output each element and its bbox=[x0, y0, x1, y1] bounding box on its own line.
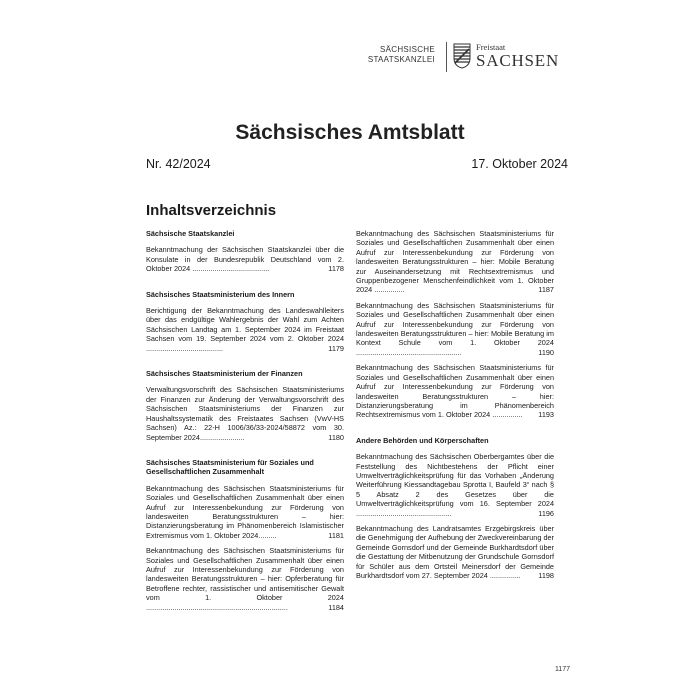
entry-text: Bekanntmachung des Landratsamtes Erzgebirgskreis über die Genehmigung der Aufhebung der Zweckvereinbarung der Gemeinde Gornsdorf und der Gemeinde Burkhardtsdorf über die Gestattung der Mitbenutzung der Grundschule Gornsdorf für Schüler aus dem Ortsteil Meinersdorf der Gemeinde Burkhardtsdorf vom 27. September 2024 ............... bbox=[356, 523, 554, 580]
toc-entry[interactable] bbox=[146, 484, 344, 540]
toc-entry[interactable] bbox=[356, 301, 554, 357]
entry-page: 1178 bbox=[328, 264, 344, 274]
entry-page: 1179 bbox=[328, 343, 344, 353]
entry-page: 1190 bbox=[538, 347, 554, 357]
toc-heading: Inhaltsverzeichnis bbox=[146, 202, 277, 219]
freistaat-label: Freistaat bbox=[476, 42, 506, 52]
toc-section bbox=[356, 436, 554, 581]
entry-page: 1196 bbox=[538, 508, 554, 518]
entry-page: 1180 bbox=[328, 432, 344, 442]
logo-divider bbox=[446, 42, 447, 72]
toc-right-column bbox=[356, 229, 554, 586]
section-title: Sächsisches Staatsministerium der Finanzen bbox=[146, 369, 303, 379]
entry-page: 1181 bbox=[328, 530, 344, 540]
entry-page: 1193 bbox=[538, 410, 554, 420]
issue-date: 17. Oktober 2024 bbox=[471, 157, 568, 171]
page-number: 1177 bbox=[554, 666, 570, 673]
entry-page: 1187 bbox=[538, 285, 554, 295]
entry-text: Bekanntmachung des Sächsischen Staatsministeriums für Soziales und Gesellschaftlichen Zusammenhalt über einen Aufruf zur Interessenbekundung zur Förderung von landesweiten Beratungsstrukturen – hier: Distanzierungsberatung im Phänomenbereich Islamistischer Extremismus vom 1. Oktober 2024......... bbox=[146, 483, 344, 540]
sachsen-label: SACHSEN bbox=[476, 51, 560, 70]
toc-entry[interactable] bbox=[356, 229, 554, 295]
toc-entry[interactable] bbox=[356, 524, 554, 580]
toc-entry[interactable] bbox=[356, 452, 554, 518]
entry-text: Bekanntmachung des Sächsischen Oberbergamtes über die Feststellung des Nichtbestehens der Pflicht einer Umweltverträglichkeitsprüfung für das Vorhaben „Änderung Weiterführung Kiessandtagebau Sprotta I, Baufeld 3“ nach § 5 Absatz 2 des Gesetzes über die Umweltverträglichkeitsprüfung vom 16. September 2024 ............................................... bbox=[356, 452, 554, 518]
toc-entry[interactable] bbox=[146, 245, 344, 273]
toc-entry[interactable] bbox=[146, 306, 344, 353]
toc-entry[interactable] bbox=[146, 546, 344, 612]
toc-entry[interactable] bbox=[146, 385, 344, 441]
section-title: Sächsische Staatskanzlei bbox=[146, 229, 235, 238]
entry-text: Bekanntmachung des Sächsischen Staatsministeriums für Soziales und Gesellschaftlichen Zusammenhalt über einen Aufruf zur Interessenbekundung zur Förderung von landesweiten Beratungsstrukturen – hier: Mobile Beratung im Kontext Schule vom 1. Oktober 2024 .................................................... bbox=[356, 300, 554, 357]
saxony-crest-icon bbox=[453, 43, 471, 69]
toc-section bbox=[356, 229, 554, 420]
entry-page: 1184 bbox=[328, 602, 344, 612]
header-logos bbox=[367, 40, 560, 76]
entry-text: Bekanntmachung der Sächsischen Staatskanzlei über die Konsulate in der Bundesrepublik Deutschland vom 2. Oktober 2024 ...................................... bbox=[146, 245, 344, 274]
toc-section bbox=[146, 369, 344, 442]
entry-page: 1198 bbox=[538, 571, 554, 580]
section-title: Sächsisches Staatsministerium des Innern bbox=[146, 289, 295, 299]
publication-title: Sächsisches Amtsblatt bbox=[235, 121, 465, 144]
section-title: Sächsisches Staatsministerium für Soziales und Gesellschaftlichen Zusammenhalt bbox=[146, 457, 314, 477]
toc-left-column bbox=[146, 229, 344, 618]
freistaat-sachsen-logo bbox=[476, 42, 559, 70]
entry-text: Berichtigung der Bekanntmachung des Landeswahlleiters über das endgültige Wahlergebnis der Wahl zum Achten Sächsischen Landtag am 1. September 2024 im Freistaat Sachsen vom 19. September 2024 vom 2. Oktober 2024 ...................................... bbox=[146, 306, 344, 353]
entry-text: Verwaltungsvorschrift des Sächsischen Staatsministeriums der Finanzen zur Änderung der Verwaltungsvorschrift des Sächsischen Staatsministeriums der Finanzen zur Haushaltssystematik des Freistaates Sachsen (VwV-HS Sachsen) Az.: 22-H 1006/36/33-2024/58872 vom 30. September 2024...................... bbox=[146, 385, 344, 442]
section-title: Andere Behörden und Körperschaften bbox=[356, 435, 489, 445]
toc-section bbox=[146, 290, 344, 353]
staatskanzlei-logo bbox=[368, 45, 435, 65]
staatskanzlei-logo-line1: SÄCHSISCHE bbox=[379, 45, 435, 54]
entry-text: Bekanntmachung des Sächsischen Staatsministeriums für Soziales und Gesellschaftlichen Zusammenhalt über einen Aufruf zur Interessenbekundung zur Förderung von landesweiten Beratungsstrukturen – hier: Mobile Beratung zur Auseinandersetzung mit Rechtsextremismus und Gruppenbezogener Menschenfeindlichkeit vom 1. Oktober 2024 ............... bbox=[356, 229, 554, 295]
staatskanzlei-logo-line2: STAATSKANZLEI bbox=[367, 55, 435, 64]
issue-number: Nr. 42/2024 bbox=[146, 157, 211, 171]
entry-text: Bekanntmachung des Sächsischen Staatsministeriums für Soziales und Gesellschaftlichen Zusammenhalt über einen Aufruf zur Interessenbekundung zur Förderung von landesweiten Beratungsstrukturen – hier: Opferberatung für Betroffene rechter, rassistischer und antisemitischer Gewalt vom 1. Oktober 2024 ...................................................................... bbox=[146, 546, 344, 612]
entry-text: Bekanntmachung des Sächsischen Staatsministeriums für Soziales und Gesellschaftlichen Zusammenhalt über einen Aufruf zur Interessenbekundung zur Förderung von landesweiten Beratungsstrukturen – hier: Distanzierungsberatung im Phänomenbereich Rechtsextremismus vom 1. Oktober 2024 ............... bbox=[356, 363, 554, 420]
toc-entry[interactable] bbox=[356, 363, 554, 419]
toc-section bbox=[146, 229, 344, 274]
toc-section bbox=[146, 458, 344, 612]
